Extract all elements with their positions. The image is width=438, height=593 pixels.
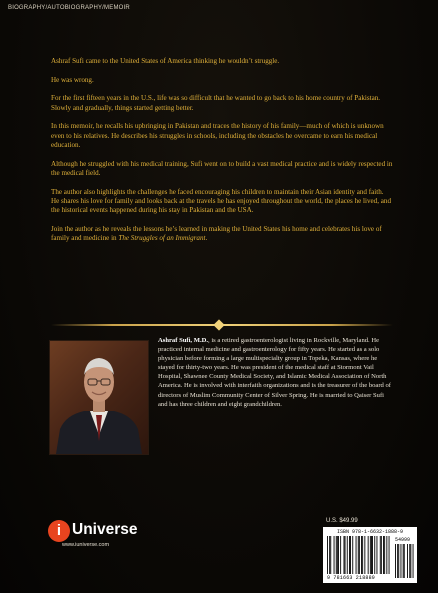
closing-text: Join the author as he reveals the lessons he’s learned in making the United States his home and celebrates his love of family and medicine in	[51, 225, 382, 243]
blurb-paragraph: In this memoir, he recalls his upbringing in Pakistan and traces the history of his family—much of which is unknown even to his relatives. He describes his struggles in schools, including the obstacles he overcame to earn his medical education.	[51, 122, 384, 149]
iuniverse-logo-icon: i	[48, 520, 70, 542]
publisher-logo	[48, 520, 158, 560]
blurb-paragraph: For the first fifteen years in the U.S., life was so difficult that he wanted to go back to his home country of Pakistan. Slowly and gradually, things started getting better.	[51, 94, 381, 112]
author-bio-text: , is a retired gastroenterologist living in Rockville, Maryland. He practiced internal medicine and gastroenterology for fifty years. He started as a solo physician before forming a large multispecialty group in Topeka, Kansas, where he stayed for thirty-two years. He was president of the medical staff at Stormont Vail Hospital, Shawnee County Medical Society, and Islamic Medical Association of North America. He is involved with interfaith organizations and is the treasurer of the board of directors of Muslim Community Center of Silver Spring. He is married to Qaiser Sufi and has three children and eight grandchildren.	[158, 337, 391, 408]
isbn-text: ISBN 978-1-6632-1888-9	[336, 529, 403, 535]
blurb-paragraph-closing	[51, 225, 393, 244]
author-bio	[158, 336, 392, 409]
blurb-paragraph: He was wrong.	[51, 75, 94, 84]
ean-digits: 9 781663 218889	[327, 575, 376, 581]
price-label: U.S. $49.99	[326, 518, 358, 524]
author-portrait-icon	[50, 341, 148, 454]
author-name: Ashraf Sufi, M.D.	[158, 337, 209, 344]
blurb-paragraph: Although he struggled with his medical training, Sufi went on to build a vast medical practice and is widely respected in the medical field.	[51, 159, 393, 177]
gold-divider	[51, 324, 393, 326]
blurb	[51, 57, 393, 253]
book-title: The Struggles of an Immigrant	[118, 234, 206, 243]
barcode-box	[323, 527, 417, 583]
divider-ornament-icon	[213, 319, 224, 330]
category-label: BIOGRAPHY/AUTOBIOGRAPHY/MEMOIR	[8, 5, 130, 11]
publisher-url: www.iuniverse.com	[62, 542, 110, 548]
addon-code: 54999	[395, 537, 411, 543]
closing-period: .	[205, 234, 208, 243]
author-photo	[49, 340, 149, 455]
blurb-paragraph: The author also highlights the challenges he faced encouraging his children to maintain their Asian identity and faith. He shares his love for family and looks back at the travels he has enjoyed throughout the world, the places he lived, and the historical events happened during his stay in Pakistan and the USA.	[51, 187, 392, 215]
blurb-paragraph: Ashraf Sufi came to the United States of America thinking he wouldn’t struggle.	[51, 57, 280, 65]
publisher-name: Universe	[72, 521, 138, 538]
